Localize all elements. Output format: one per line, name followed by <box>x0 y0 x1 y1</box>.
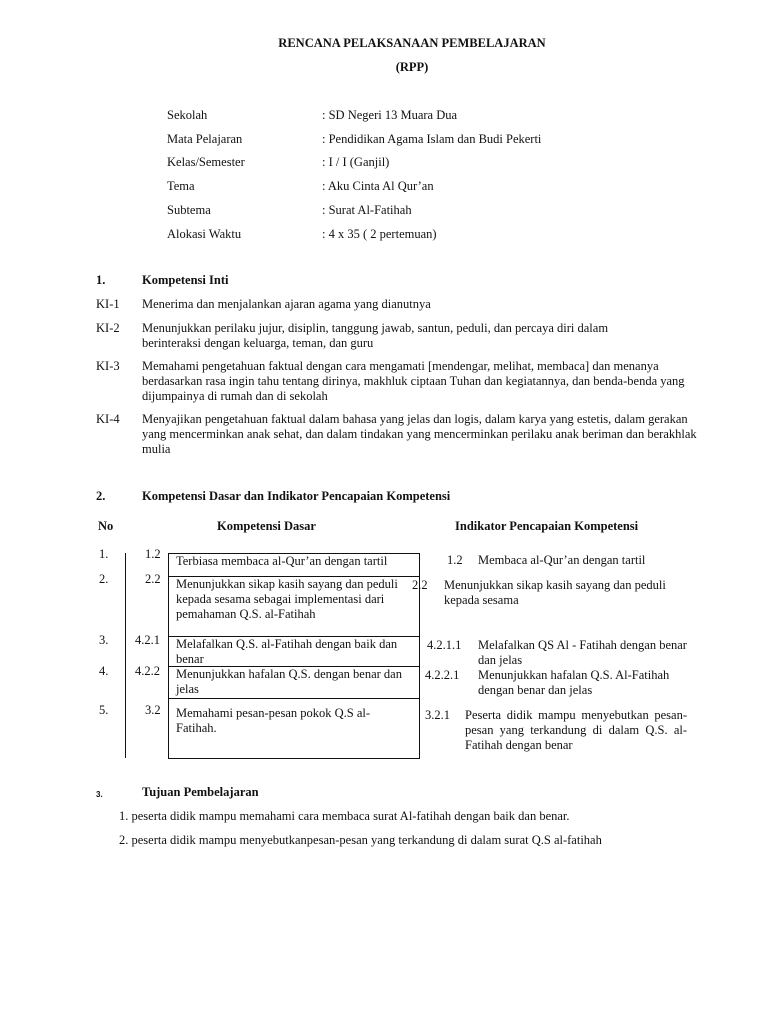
identity-label-mapel: Mata Pelajaran <box>167 132 243 146</box>
ki-text: Memahami pengetahuan faktual dengan cara mengamati [mendengar, melihat, membaca] dan menanya berdasarkan rasa ingin tahu tentang dirinya, makhluk ciptaan Tuhan dan kegiatannya, dan benda-benda yang dijumpainya di rumah dan di sekolah <box>142 359 685 403</box>
identity-value-tema: : Aku Cinta Al Qur’an <box>322 179 434 193</box>
ipk-text: Melafalkan QS Al - Fatihah dengan benar dan jelas <box>478 638 687 667</box>
ki-code: KI-3 <box>96 359 120 373</box>
section1-number: 1. <box>96 273 106 287</box>
table-row-no: 3. <box>99 633 109 647</box>
document-subtitle: (RPP) <box>395 60 429 74</box>
kd-code: 3.2 <box>145 703 161 717</box>
section3-number: 3. <box>96 790 103 799</box>
ki-text: Menunjukkan perilaku jujur, disiplin, tanggung jawab, santun, peduli, dan percaya diri dalam berinteraksi dengan keluarga, teman, dan guru <box>142 321 609 350</box>
table-row-no: 4. <box>99 664 109 678</box>
ipk-code: 1.2 <box>447 553 463 567</box>
identity-value-subtema: : Surat Al-Fatihah <box>322 203 412 217</box>
ki-text: Menerima dan menjalankan ajaran agama yang dianutnya <box>142 297 431 311</box>
identity-label-kelas: Kelas/Semester <box>167 155 245 169</box>
ipk-code: 4.2.2.1 <box>425 668 460 682</box>
identity-label-subtema: Subtema <box>167 203 211 217</box>
section1-title: Kompetensi Inti <box>142 273 229 287</box>
ipk-text <box>465 708 687 753</box>
ipk-code: 4.2.1.1 <box>427 638 462 652</box>
ipk-code: 2.2 <box>412 578 428 592</box>
table-row-no: 5. <box>99 703 109 717</box>
kd-code: 4.2.1 <box>135 633 160 647</box>
kd-code: 1.2 <box>145 547 161 561</box>
identity-label-alokasi: Alokasi Waktu <box>167 227 242 241</box>
column-header-kd: Kompetensi Dasar <box>217 519 316 533</box>
document-title: RENCANA PELAKSANAAN PEMBELAJARAN <box>278 36 546 50</box>
identity-value-mapel: : Pendidikan Agama Islam dan Budi Pekerti <box>322 132 542 146</box>
ipk-code: 3.2.1 <box>425 708 450 722</box>
ipk-text: Menunjukkan hafalan Q.S. Al-Fatihah dengan benar dan jelas <box>478 668 670 697</box>
section3-title: Tujuan Pembelajaran <box>142 785 259 799</box>
identity-label-tema: Tema <box>167 179 195 193</box>
kd-code: 4.2.2 <box>135 664 160 678</box>
ipk-text: Membaca al-Qur’an dengan tartil <box>478 553 646 567</box>
tujuan-item: 1. peserta didik mampu memahami cara membaca surat Al-fatihah dengan baik dan benar. <box>119 809 570 823</box>
section2-number: 2. <box>96 489 106 503</box>
kd-text: Terbiasa membaca al-Qur’an dengan tartil <box>176 554 388 568</box>
ipk-text: Menunjukkan sikap kasih sayang dan peduli kepada sesama <box>444 578 666 607</box>
ki-code: KI-4 <box>96 412 120 426</box>
column-header-ipk: Indikator Pencapaian Kompetensi <box>455 519 639 533</box>
table-row-no: 2. <box>99 572 109 586</box>
kd-text: Menunjukkan sikap kasih sayang dan peduli kepada sesama sebagai implementasi dari pemahaman Q.S. al-Fatihah <box>176 577 398 621</box>
tujuan-item: 2. peserta didik mampu menyebutkanpesan-pesan yang terkandung di dalam surat Q.S al-fatihah <box>119 833 602 847</box>
kd-text: Melafalkan Q.S. al-Fatihah dengan baik dan benar <box>176 637 398 666</box>
column-header-no: No <box>98 519 114 533</box>
kd-text: Memahami pesan-pesan pokok Q.S al-Fatihah. <box>176 706 371 735</box>
ki-code: KI-2 <box>96 321 120 335</box>
ipk-text-content: Peserta didik mampu menyebutkan pesan-pesan yang terkandung di dalam Q.S. al-Fatihah dengan benar <box>465 708 687 752</box>
identity-value-alokasi: : 4 x 35 ( 2 pertemuan) <box>322 227 437 241</box>
identity-value-kelas: : I / I (Ganjil) <box>322 155 390 169</box>
table-row-no: 1. <box>99 547 109 561</box>
kd-text: Menunjukkan hafalan Q.S. dengan benar dan jelas <box>176 667 402 696</box>
ki-code: KI-1 <box>96 297 120 311</box>
identity-label-sekolah: Sekolah <box>167 108 208 122</box>
kd-code: 2.2 <box>145 572 161 586</box>
section2-title: Kompetensi Dasar dan Indikator Pencapaian Kompetensi <box>142 489 451 503</box>
ki-text: Menyajikan pengetahuan faktual dalam bahasa yang jelas dan logis, dalam karya yang estetis, dalam gerakan yang mencerminkan anak sehat, dan dalam tindakan yang mencerminkan perilaku anak beriman dan berakhlak mulia <box>142 412 697 456</box>
identity-value-sekolah: : SD Negeri 13 Muara Dua <box>322 108 458 122</box>
